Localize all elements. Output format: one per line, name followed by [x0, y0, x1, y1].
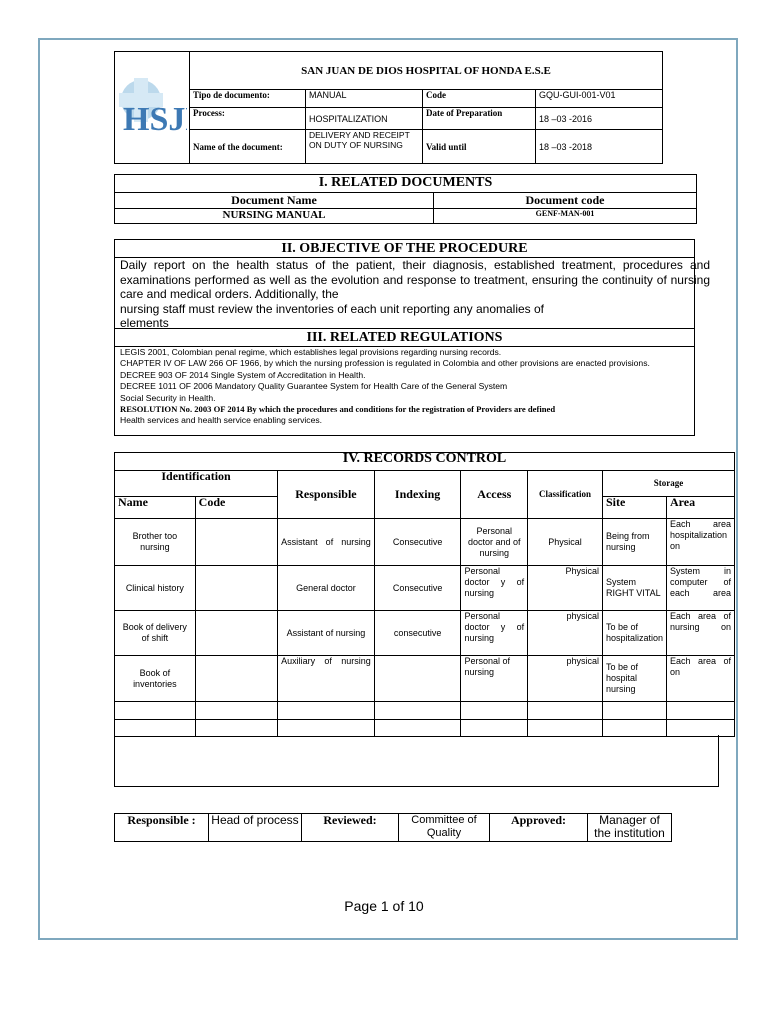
document-header	[114, 51, 663, 164]
regulation-item: CHAPTER IV OF LAW 266 OF 1966, by which the nursing profession is regulated in Colombia and other provisions are enacted provisions.	[120, 358, 650, 369]
records-control-table	[114, 452, 735, 737]
record-indexing: Consecutive	[374, 519, 461, 566]
regulation-item: RESOLUTION No. 2003 OF 2014 By which the procedures and conditions for the registration of Providers are defined	[120, 404, 556, 415]
record-access: Personal doctor and of nursing	[461, 519, 528, 566]
table-row	[115, 702, 735, 720]
record-site: Being from nursing	[602, 519, 666, 566]
approved-label: Approved:	[490, 814, 588, 842]
reviewed-label: Reviewed:	[302, 814, 399, 842]
name-value: DELIVERY AND RECEIPT ON DUTY OF NURSING	[306, 130, 423, 164]
prep-value: 18 –03 -2016	[536, 108, 663, 130]
record-responsible: Assistant of nursing	[278, 519, 375, 566]
related-documents-table	[114, 174, 697, 224]
indexing-header: Indexing	[374, 471, 461, 519]
process-value: HOSPITALIZATION	[306, 108, 423, 130]
objective-text-1: Daily report on the health status of the patient, their diagnosis, established treatment, procedures and examinations performed as well as the evolution and response to treatment, ensuring the continuity of nursing care and medical orders. Additionally, the	[120, 258, 710, 301]
doc-name-header: Document Name	[115, 193, 434, 209]
record-site: To be of hospitalization	[602, 611, 666, 656]
doc-type-value: MANUAL	[306, 90, 423, 108]
record-classification: Physical	[528, 519, 603, 566]
access-header: Access	[461, 471, 528, 519]
record-access: Personal doctor y of nursing	[461, 566, 528, 611]
code-header: Code	[195, 497, 277, 519]
record-classification: physical	[528, 611, 603, 656]
doc-code-cell: GENF-MAN-001	[434, 209, 697, 224]
prep-label: Date of Preparation	[423, 108, 536, 130]
area-header: Area	[667, 497, 735, 519]
record-access: Personal of nursing	[461, 656, 528, 702]
code-value: GQU-GUI-001-V01	[536, 90, 663, 108]
logo-text: HSJ	[123, 100, 186, 138]
record-site: System RIGHT VITAL	[602, 566, 666, 611]
related-documents-title: I. RELATED DOCUMENTS	[115, 175, 697, 193]
notes-box	[114, 735, 719, 787]
responsible-header: Responsible	[278, 471, 375, 519]
record-classification: Physical	[528, 566, 603, 611]
record-area: System in computer of each area	[667, 566, 735, 611]
regulation-item: LEGIS 2001, Colombian penal regime, which establishes legal provisions regarding nursing records.	[120, 347, 502, 357]
table-row	[115, 720, 735, 737]
storage-header: Storage	[602, 471, 734, 497]
regulation-item: Social Security in Health.	[120, 392, 216, 403]
objective-title: II. OBJECTIVE OF THE PROCEDURE	[115, 240, 694, 258]
reviewed-value: Committee of Quality	[399, 814, 490, 842]
table-row	[115, 656, 735, 702]
record-name: Brother too nursing	[115, 519, 196, 566]
record-site: To be of hospital nursing	[602, 656, 666, 702]
regulation-item: DECREE 1011 OF 2006 Mandatory Quality Guarantee System for Health Care of the General System	[120, 381, 508, 392]
record-area: Each area hospitalization on	[667, 519, 735, 566]
regulation-item: DECREE 903 OF 2014 Single System of Accreditation in Health.	[120, 369, 366, 380]
record-indexing: consecutive	[374, 611, 461, 656]
record-name: Book of inventories	[115, 656, 196, 702]
site-header: Site	[602, 497, 666, 519]
valid-label: Valid until	[423, 130, 536, 164]
records-control-title: IV. RECORDS CONTROL	[115, 453, 735, 471]
regulations-title: III. RELATED REGULATIONS	[115, 329, 694, 347]
record-classification: physical	[528, 656, 603, 702]
doc-name-cell: NURSING MANUAL	[115, 209, 434, 224]
record-area: Each area of on	[667, 656, 735, 702]
hospital-logo-icon	[115, 72, 187, 142]
record-area: Each area of nursing on	[667, 611, 735, 656]
record-name: Book of delivery of shift	[115, 611, 196, 656]
classification-header: Classification	[528, 471, 603, 519]
responsible-label: Responsible :	[115, 814, 209, 842]
doc-type-label: Tipo de documento:	[190, 90, 306, 108]
valid-value: 18 –03 -2018	[536, 130, 663, 164]
record-code	[195, 611, 277, 656]
code-label: Code	[423, 90, 536, 108]
hospital-name: SAN JUAN DE DIOS HOSPITAL OF HONDA E.S.E	[190, 52, 663, 90]
logo-cell	[115, 52, 190, 164]
objective-section	[114, 239, 710, 330]
regulations-section	[114, 328, 695, 436]
process-label: Process:	[190, 108, 306, 130]
regulation-item: Health services and health service enabling services.	[120, 415, 323, 426]
table-row	[115, 519, 735, 566]
record-indexing: Consecutive	[374, 566, 461, 611]
record-responsible: Assistant of nursing	[278, 611, 375, 656]
record-access: Personal doctor y of nursing	[461, 611, 528, 656]
name-label: Name of the document:	[190, 130, 306, 164]
identification-header: Identification	[115, 471, 278, 497]
objective-text-3: elements	[120, 316, 169, 330]
page-number: Page 1 of 10	[344, 898, 424, 914]
objective-text-2: nursing staff must review the inventories of each unit reporting any anomalies of	[120, 301, 545, 316]
doc-code-header: Document code	[434, 193, 697, 209]
record-code	[195, 656, 277, 702]
responsible-value: Head of process	[209, 814, 302, 842]
table-row	[115, 566, 735, 611]
table-row	[115, 611, 735, 656]
record-responsible: Auxiliary of nursing	[278, 656, 375, 702]
record-code	[195, 566, 277, 611]
signature-table	[114, 813, 672, 842]
record-indexing	[374, 656, 461, 702]
record-name: Clinical history	[115, 566, 196, 611]
record-responsible: General doctor	[278, 566, 375, 611]
name-header: Name	[115, 497, 196, 519]
approved-value: Manager of the institution	[588, 814, 672, 842]
record-code	[195, 519, 277, 566]
